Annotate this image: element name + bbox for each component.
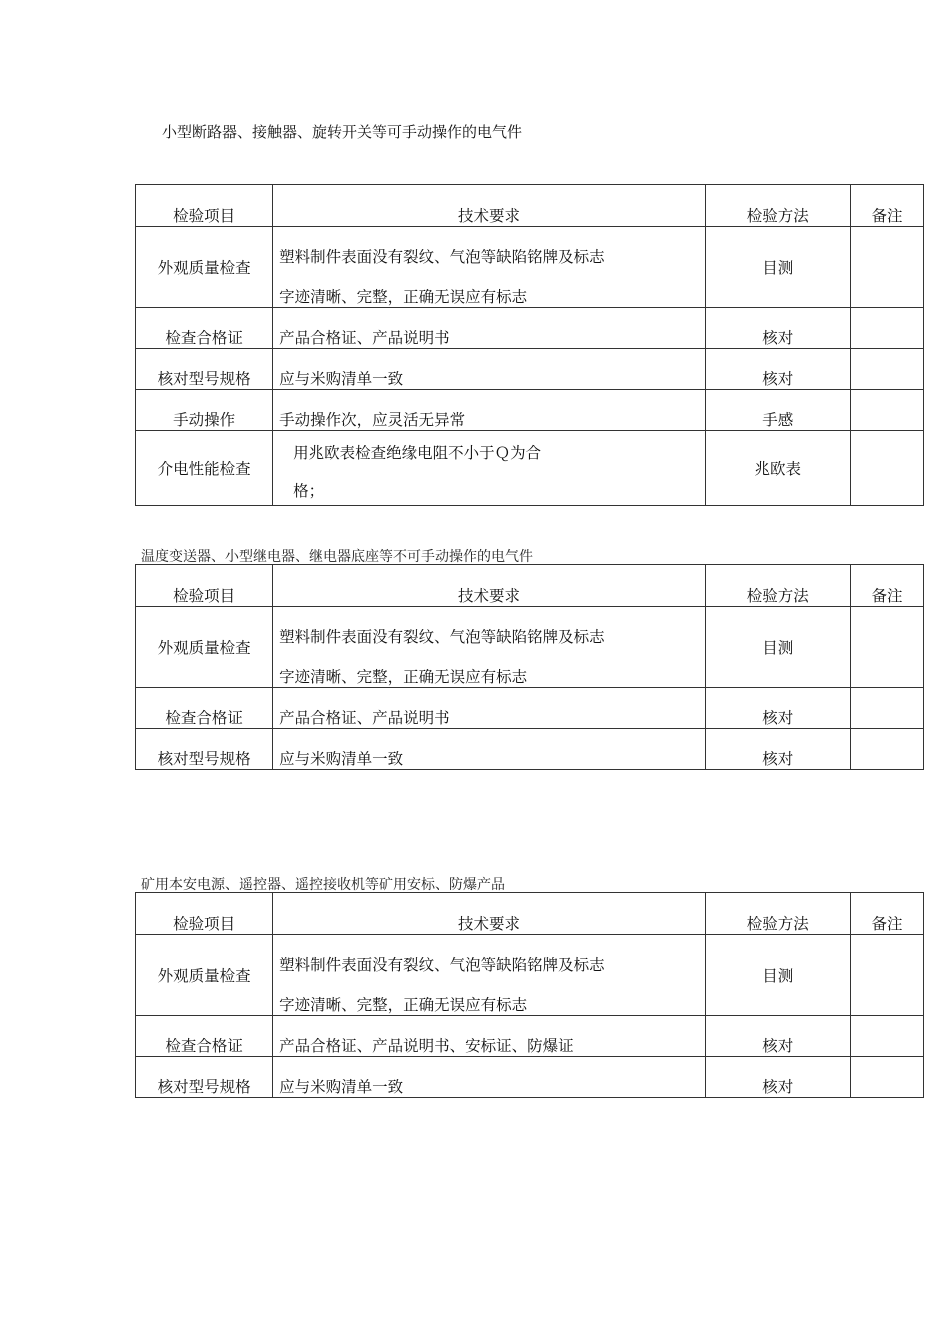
row-method: 核对 (705, 1016, 850, 1057)
header-note: 备注 (850, 565, 923, 607)
row-note (850, 390, 923, 431)
requirement-line: 字迹清晰、完整，正确无误应有标志 (279, 668, 528, 686)
header-item: 检验项目 (136, 893, 273, 935)
row-method: 核对 (705, 688, 850, 729)
row-method: 手感 (705, 390, 850, 431)
row-item: 检查合格证 (136, 308, 273, 349)
row-requirement: 手动操作次，应灵活无异常 (273, 390, 706, 431)
row-requirement (273, 431, 706, 506)
table-row (136, 390, 924, 431)
header-requirement: 技术要求 (273, 185, 706, 227)
row-item: 核对型号规格 (136, 729, 273, 770)
row-note (850, 935, 923, 1016)
row-item: 外观质量检查 (136, 227, 273, 308)
row-requirement (273, 935, 706, 1016)
row-method: 目测 (705, 607, 850, 688)
row-note (850, 729, 923, 770)
row-method: 目测 (705, 935, 850, 1016)
header-requirement: 技术要求 (273, 565, 706, 607)
table-row (136, 1016, 924, 1057)
table-row (136, 349, 924, 390)
row-requirement (273, 227, 706, 308)
row-item: 介电性能检查 (136, 431, 273, 506)
row-note (850, 431, 923, 506)
row-note (850, 1057, 923, 1098)
header-item: 检验项目 (136, 565, 273, 607)
table-row (136, 308, 924, 349)
header-item: 检验项目 (136, 185, 273, 227)
row-requirement: 应与米购清单一致 (273, 729, 706, 770)
requirement-line: 用兆欧表检查绝缘电阻不小于Ｑ为合 (293, 444, 542, 462)
header-requirement: 技术要求 (273, 893, 706, 935)
row-item: 检查合格证 (136, 1016, 273, 1057)
row-note (850, 308, 923, 349)
row-note (850, 349, 923, 390)
requirement-line: 格； (293, 482, 325, 500)
requirement-line: 塑料制件表面没有裂纹、气泡等缺陷铭牌及标志 (279, 628, 605, 646)
row-item: 核对型号规格 (136, 1057, 273, 1098)
row-note (850, 1016, 923, 1057)
row-method: 目测 (705, 227, 850, 308)
header-method: 检验方法 (705, 565, 850, 607)
table-row (136, 227, 924, 308)
row-item: 外观质量检查 (136, 935, 273, 1016)
table-row (136, 729, 924, 770)
section3-table (135, 892, 924, 1098)
row-note (850, 227, 923, 308)
table-row (136, 431, 924, 506)
header-method: 检验方法 (705, 893, 850, 935)
row-item: 核对型号规格 (136, 349, 273, 390)
row-method: 兆欧表 (705, 431, 850, 506)
table-header-row (136, 185, 924, 227)
table-header-row (136, 565, 924, 607)
row-method: 核对 (705, 349, 850, 390)
section2-title: 温度变送器、小型继电器、继电器底座等不可手动操作的电气件 (141, 549, 533, 565)
row-note (850, 607, 923, 688)
row-item: 外观质量检查 (136, 607, 273, 688)
row-requirement (273, 607, 706, 688)
header-note: 备注 (850, 185, 923, 227)
table-row (136, 688, 924, 729)
requirement-line: 字迹清晰、完整，正确无误应有标志 (279, 996, 528, 1014)
requirement-line: 塑料制件表面没有裂纹、气泡等缺陷铭牌及标志 (279, 956, 605, 974)
table-row (136, 607, 924, 688)
header-method: 检验方法 (705, 185, 850, 227)
requirement-line: 字迹清晰、完整，正确无误应有标志 (279, 288, 528, 306)
row-method: 核对 (705, 729, 850, 770)
section2-table (135, 564, 924, 770)
row-note (850, 688, 923, 729)
header-note: 备注 (850, 893, 923, 935)
row-requirement: 应与米购清单一致 (273, 349, 706, 390)
row-requirement: 产品合格证、产品说明书 (273, 688, 706, 729)
requirement-line: 塑料制件表面没有裂纹、气泡等缺陷铭牌及标志 (279, 248, 605, 266)
row-item: 手动操作 (136, 390, 273, 431)
row-method: 核对 (705, 308, 850, 349)
row-method: 核对 (705, 1057, 850, 1098)
row-item: 检查合格证 (136, 688, 273, 729)
table-row (136, 1057, 924, 1098)
table-row (136, 935, 924, 1016)
table-header-row (136, 893, 924, 935)
row-requirement: 产品合格证、产品说明书、安标证、防爆证 (273, 1016, 706, 1057)
row-requirement: 产品合格证、产品说明书 (273, 308, 706, 349)
row-requirement: 应与米购清单一致 (273, 1057, 706, 1098)
section1-title: 小型断路器、接触器、旋转开关等可手动操作的电气件 (162, 123, 523, 141)
section1-table (135, 184, 924, 506)
section3-title: 矿用本安电源、遥控器、遥控接收机等矿用安标、防爆产品 (141, 877, 505, 893)
